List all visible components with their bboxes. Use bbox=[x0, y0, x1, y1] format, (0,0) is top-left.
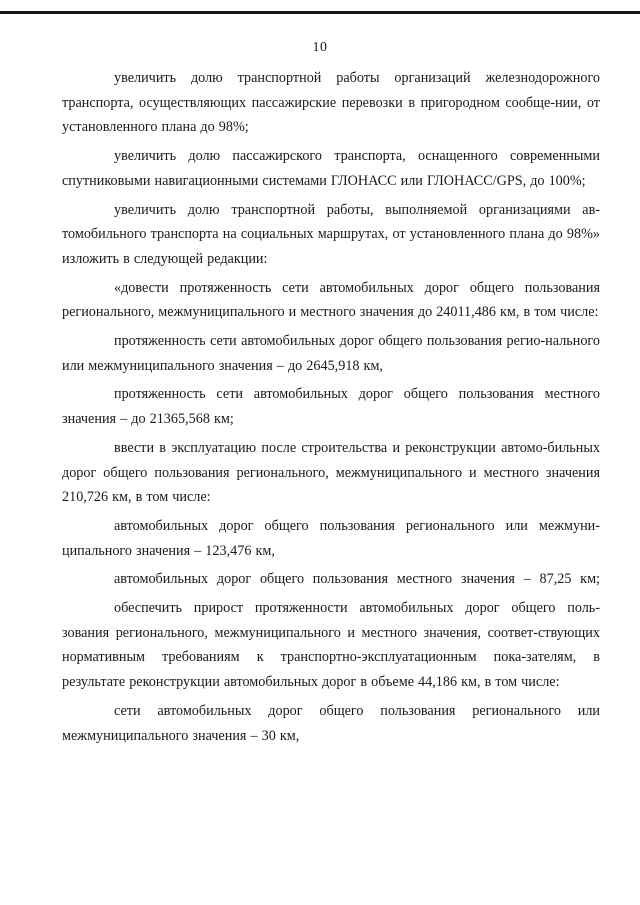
document-body bbox=[62, 66, 600, 748]
page-number: 10 bbox=[312, 40, 328, 55]
paragraph-road-network-length: «довести протяженность сети автомобильных дорог общего пользования регионального, межмуниципального и местного значения до 24011,486 км, в том числе: bbox=[62, 279, 600, 321]
paragraph-local-roads-commissioning: автомобильных дорог общего пользования местного значения – 87,25 км; bbox=[114, 571, 600, 588]
paragraph-glonass-transport: увеличить долю пассажирского транспорта, оснащенного современными спутниковыми навигационными системами ГЛОНАСС или ГЛОНАСС/GPS, до 100%; bbox=[62, 148, 600, 189]
paragraph-regional-network-reconstruction: сети автомобильных дорог общего пользования регионального или межмуниципального значения – 30 км, bbox=[62, 702, 600, 744]
paragraph-regional-roads-length: протяженность сети автомобильных дорог общего пользования регио-нального или межмуниципального значения – до 2645,918 км, bbox=[62, 333, 600, 374]
paragraph-regional-roads-commissioning: автомобильных дорог общего пользования регионального или межмуни-ципального значения – 123,476 км, bbox=[62, 517, 600, 559]
top-border-line bbox=[0, 11, 640, 14]
paragraph-roads-commissioning: ввести в эксплуатацию после строительства и реконструкции автомо-бильных дорог общего пользования регионального, межмуниципального и местного значения 210,726 км, в том числе: bbox=[62, 439, 600, 506]
paragraph-local-roads-length: протяженность сети автомобильных дорог общего пользования местного значения – до 21365,568 км; bbox=[62, 386, 600, 428]
paragraph-social-routes: увеличить долю транспортной работы, выполняемой организациями ав-томобильного транспорта на социальных маршрутах, от установленного плана до 98%» изложить в следующей редакции: bbox=[62, 201, 600, 267]
paragraph-railway-transport: увеличить долю транспортной работы организаций железнодорожного транспорта, осуществляющих пассажирские перевозки в пригородном сообще-нии, от установленного плана до 98%; bbox=[62, 70, 600, 136]
paragraph-road-reconstruction: обеспечить прирост протяженности автомобильных дорог общего поль-зования регионального, межмуниципального и местного значения, соответ-ствующих нормативным требованиям к транспортно-эксплуатационным пока-зателям, в результате реконструкции автомобильных дорог в объеме 44,186 км, в том числе: bbox=[62, 600, 600, 691]
